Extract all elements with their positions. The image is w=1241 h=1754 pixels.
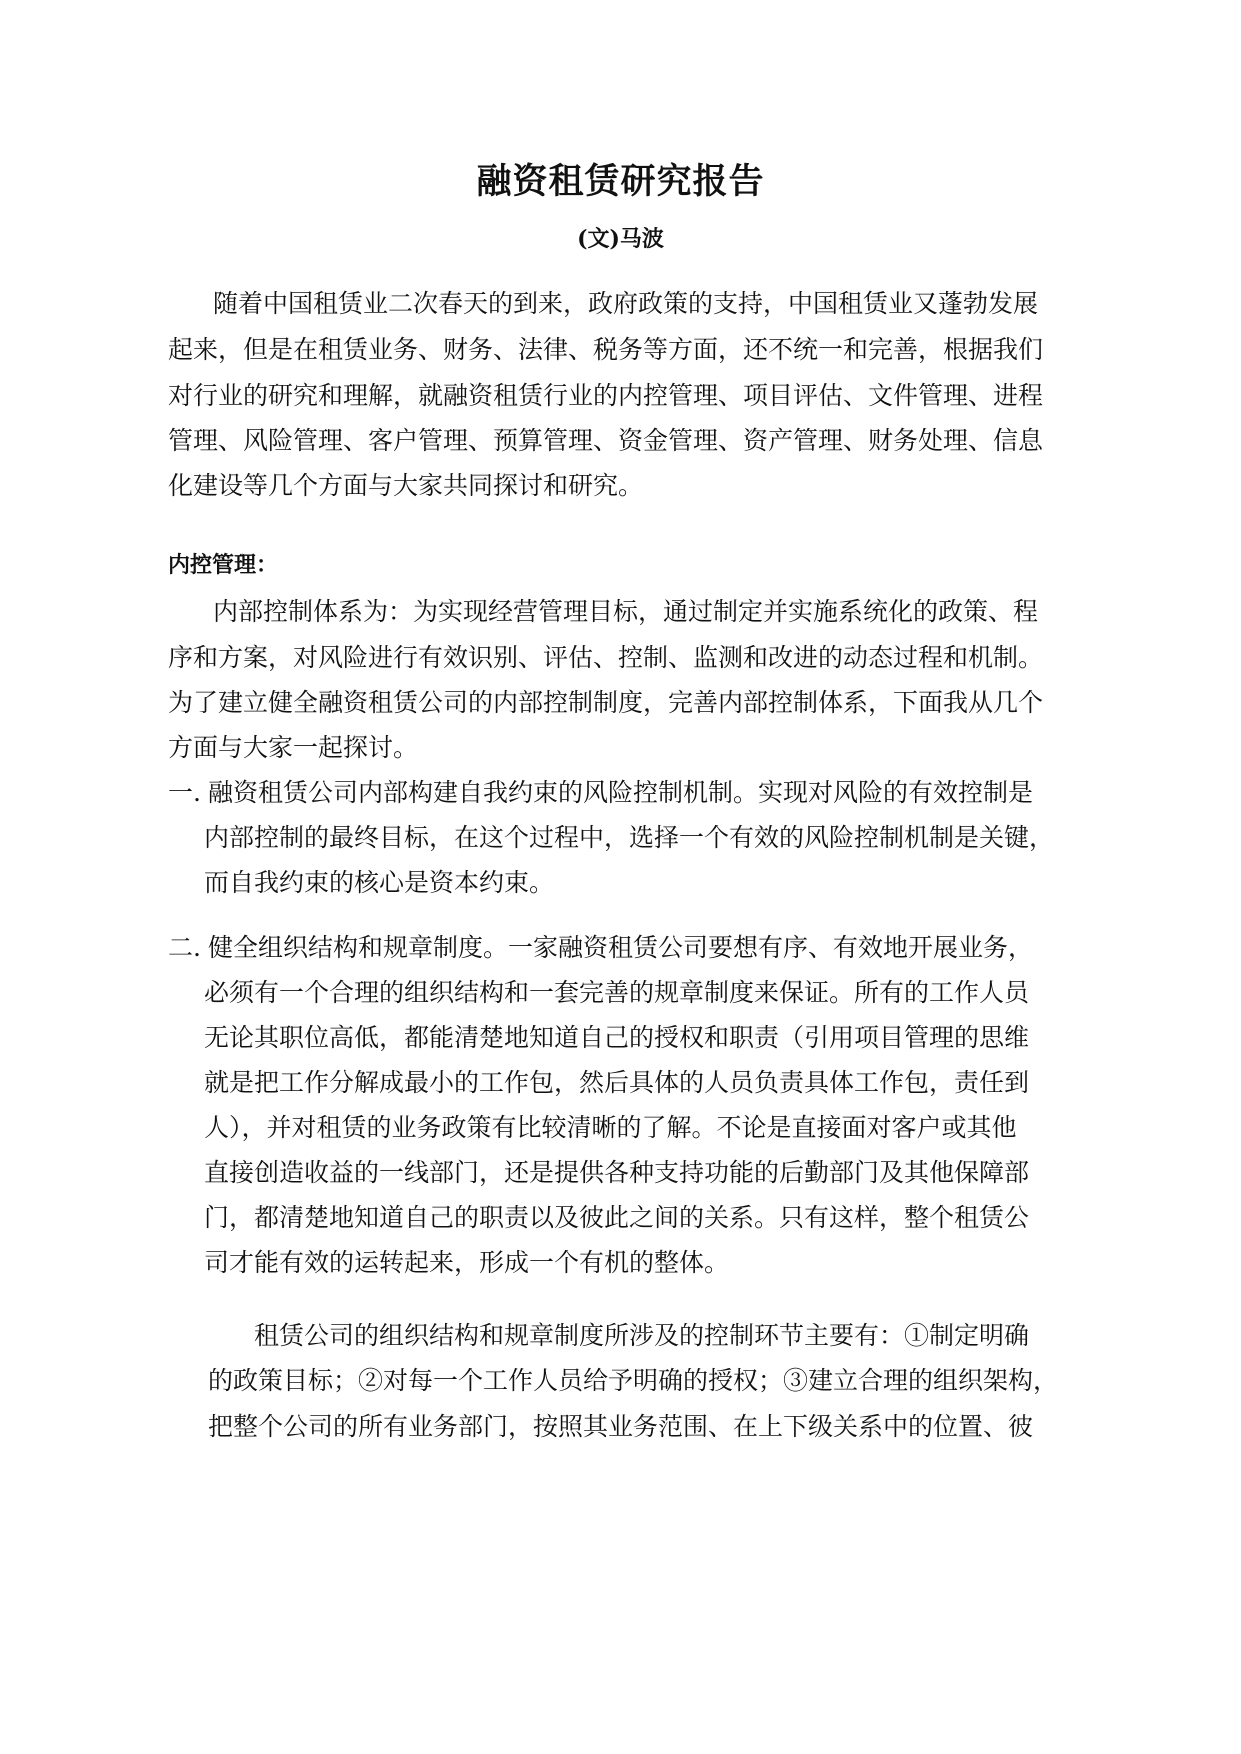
list-item-line: 而自我约束的核心是资本约束。 bbox=[204, 868, 555, 897]
sub-para-line: 的政策目标；②对每一个工作人员给予明确的授权；③建立合理的组织架构， bbox=[208, 1366, 1059, 1395]
intro-line: 化建设等几个方面与大家共同探讨和研究。 bbox=[168, 471, 644, 500]
list-item-line: 人），并对租赁的业务政策有比较清晰的了解。不论是直接面对客户或其他 bbox=[204, 1113, 1017, 1142]
sub-para-line: 把整个公司的所有业务部门，按照其业务范围、在上下级关系中的位置、彼 bbox=[208, 1412, 1034, 1441]
section-para-line: 方面与大家一起探讨。 bbox=[168, 733, 419, 762]
intro-line: 对行业的研究和理解，就融资租赁行业的内控管理、项目评估、文件管理、进程 bbox=[168, 381, 1044, 410]
sub-para-line: 租赁公司的组织结构和规章制度所涉及的控制环节主要有：①制定明确 bbox=[254, 1321, 1030, 1350]
list-item-line: 直接创造收益的一线部门，还是提供各种支持功能的后勤部门及其他保障部 bbox=[204, 1158, 1030, 1187]
intro-line: 随着中国租赁业二次春天的到来，政府政策的支持，中国租赁业又蓬勃发展 bbox=[213, 289, 1039, 318]
list-item bbox=[168, 775, 1033, 811]
list-item-text: 融资租赁公司内部构建自我约束的风险控制机制。实现对风险的有效控制是 bbox=[208, 778, 1034, 807]
document-author: (文)马波 bbox=[577, 226, 664, 252]
list-item bbox=[168, 930, 1033, 966]
list-item-line: 门，都清楚地知道自己的职责以及彼此之间的关系。只有这样，整个租赁公 bbox=[204, 1203, 1030, 1232]
intro-line: 管理、风险管理、客户管理、预算管理、资金管理、资产管理、财务处理、信息 bbox=[168, 426, 1044, 455]
list-item-number: 二. bbox=[168, 933, 201, 962]
section-heading: 内控管理： bbox=[168, 552, 279, 578]
list-item-line: 司才能有效的运转起来，形成一个有机的整体。 bbox=[204, 1248, 730, 1277]
section-para-line: 内部控制体系为：为实现经营管理目标，通过制定并实施系统化的政策、程 bbox=[213, 597, 1039, 626]
list-item-line: 必须有一个合理的组织结构和一套完善的规章制度来保证。所有的工作人员 bbox=[204, 978, 1030, 1007]
list-item-line: 无论其职位高低，都能清楚地知道自己的授权和职责（引用项目管理的思维 bbox=[204, 1023, 1030, 1052]
document-title: 融资租赁研究报告 bbox=[476, 161, 765, 202]
list-item-number: 一. bbox=[168, 778, 201, 807]
section-para-line: 为了建立健全融资租赁公司的内部控制制度，完善内部控制体系，下面我从几个 bbox=[168, 688, 1044, 717]
list-item-text: 健全组织结构和规章制度。一家融资租赁公司要想有序、有效地开展业务， bbox=[208, 933, 1034, 962]
list-item-line: 就是把工作分解成最小的工作包，然后具体的人员负责具体工作包，责任到 bbox=[204, 1068, 1030, 1097]
section-para-line: 序和方案，对风险进行有效识别、评估、控制、监测和改进的动态过程和机制。 bbox=[168, 643, 1044, 672]
list-item-line: 内部控制的最终目标，在这个过程中，选择一个有效的风险控制机制是关键， bbox=[204, 823, 1055, 852]
intro-line: 起来，但是在租赁业务、财务、法律、税务等方面，还不统一和完善，根据我们 bbox=[168, 335, 1044, 364]
